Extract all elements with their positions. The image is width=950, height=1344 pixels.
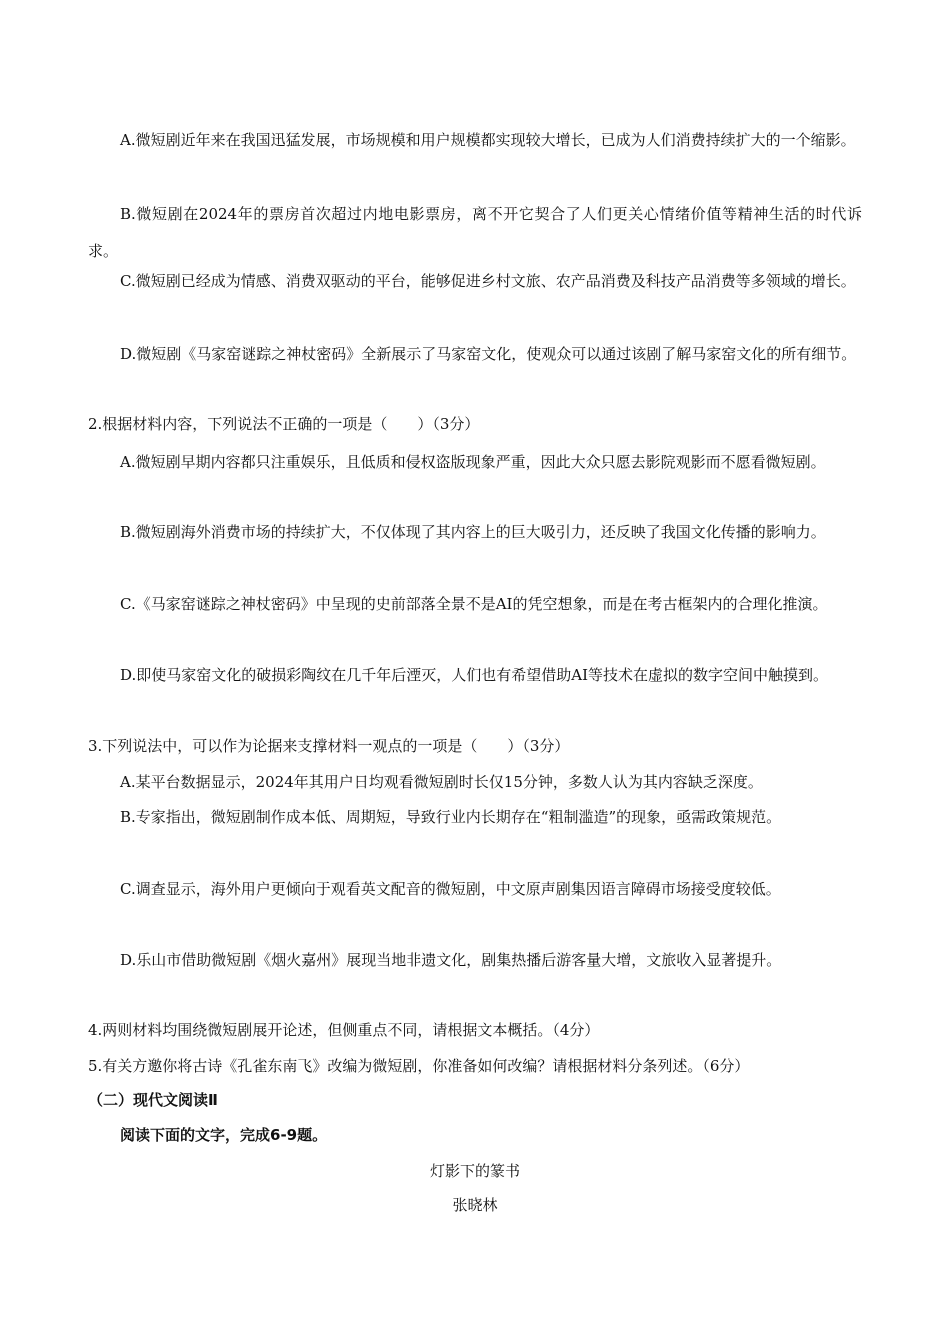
article-title: 灯影下的篆书 <box>429 1162 520 1180</box>
q3-option-d: D.乐山市借助微短剧《烟火嘉州》展现当地非遗文化，剧集热播后游客量大增，文旅收入显著提升。 <box>120 951 782 969</box>
q1-option-c: C.微短剧已经成为情感、消费双驱动的平台，能够促进乡村文旅、农产品消费及科技产品消费等多领域的增长。 <box>120 272 856 290</box>
q3-option-c: C.调查显示，海外用户更倾向于观看英文配音的微短剧，中文原声剧集因语言障碍市场接受度较低。 <box>120 880 781 898</box>
article-author: 张晓林 <box>452 1196 498 1214</box>
section-instruction: 阅读下面的文字，完成6-9题。 <box>120 1126 328 1144</box>
section-heading: （二）现代文阅读Ⅱ <box>88 1091 218 1109</box>
q2-stem: 2.根据材料内容，下列说法不正确的一项是（ ）（3分） <box>88 415 480 433</box>
q5-stem: 5.有关方邀你将古诗《孔雀东南飞》改编为微短剧，你准备如何改编？请根据材料分条列述。（6分） <box>88 1057 750 1075</box>
q3-stem: 3.下列说法中，可以作为论据来支撑材料一观点的一项是（ ）（3分） <box>88 737 570 755</box>
q2-option-b: B.微短剧海外消费市场的持续扩大，不仅体现了其内容上的巨大吸引力，还反映了我国文化传播的影响力。 <box>120 523 826 541</box>
q4-stem: 4.两则材料均围绕微短剧展开论述，但侧重点不同，请根据文本概括。（4分） <box>88 1021 600 1039</box>
q1-option-a: A.微短剧近年来在我国迅猛发展，市场规模和用户规模都实现较大增长，已成为人们消费持续扩大的一个缩影。 <box>120 131 856 149</box>
q2-option-c: C.《马家窑谜踪之神杖密码》中呈现的史前部落全景不是AI的凭空想象，而是在考古框架内的合理化推演。 <box>120 595 828 613</box>
q3-option-a: A.某平台数据显示，2024年其用户日均观看微短剧时长仅15分钟，多数人认为其内容缺乏深度。 <box>120 773 763 791</box>
q2-option-d: D.即使马家窑文化的破损彩陶纹在几千年后湮灭，人们也有希望借助AI等技术在虚拟的数字空间中触摸到。 <box>120 666 829 684</box>
q1-option-b: B.微短剧在2024年的票房首次超过内地电影票房，离不开它契合了人们更关心情绪价值等精神生活的时代诉求。 <box>88 205 862 260</box>
q3-option-b: B.专家指出，微短剧制作成本低、周期短，导致行业内长期存在“粗制滥造”的现象，亟需政策规范。 <box>120 808 782 826</box>
q2-option-a: A.微短剧早期内容都只注重娱乐，且低质和侵权盗版现象严重，因此大众只愿去影院观影而不愿看微短剧。 <box>120 453 826 471</box>
q1-option-d: D.微短剧《马家窑谜踪之神杖密码》全新展示了马家窑文化，使观众可以通过该剧了解马家窑文化的所有细节。 <box>120 345 857 363</box>
